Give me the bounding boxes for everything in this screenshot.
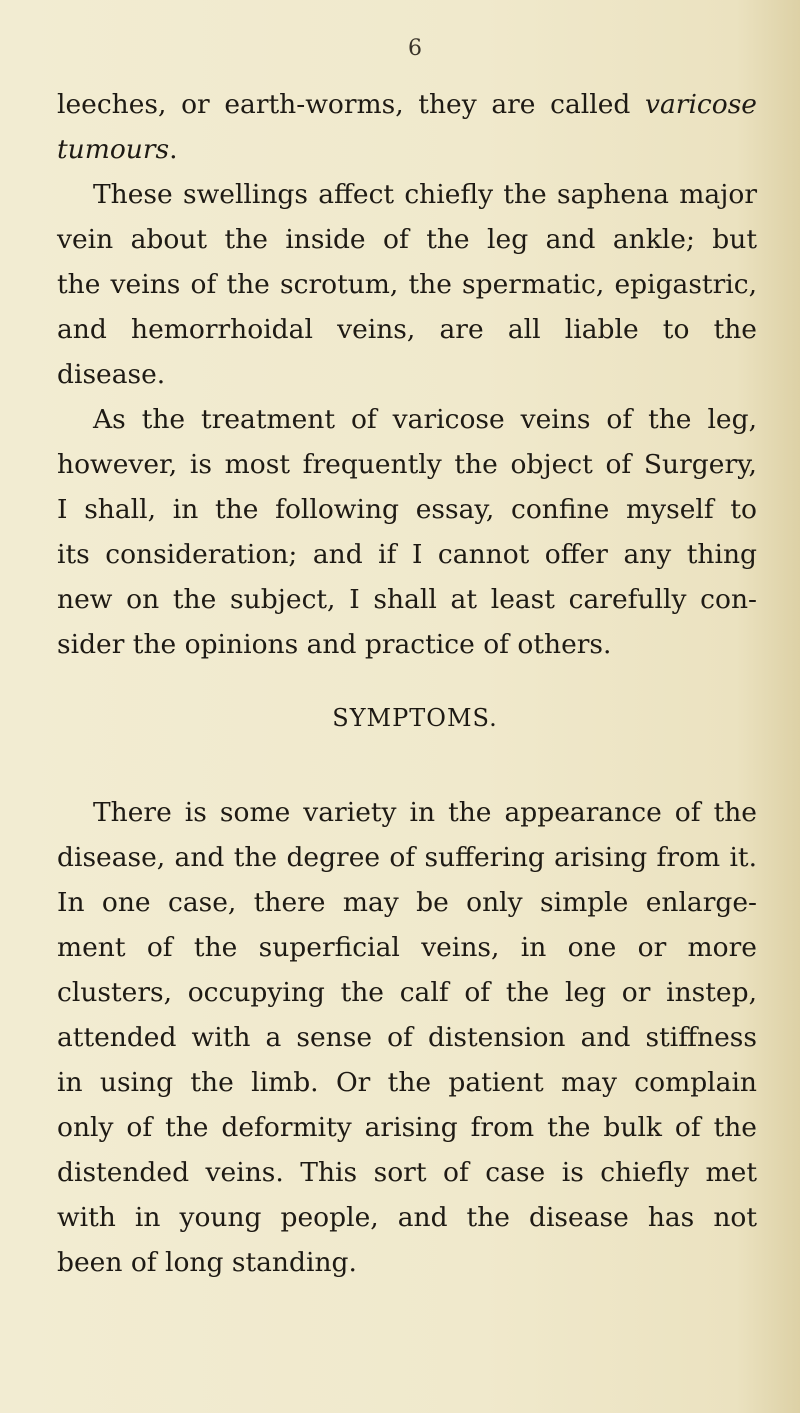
text-line: ment of the superficial veins, in one or more bbox=[57, 932, 757, 963]
text-line: I shall, in the following essay, confine myself to bbox=[57, 494, 757, 525]
text-run: . bbox=[169, 134, 178, 165]
italic-term: tumours bbox=[57, 134, 170, 165]
italic-term: varicose bbox=[645, 89, 757, 120]
text-line: its consideration; and if I cannot offer any thing bbox=[57, 539, 757, 570]
text-line: in using the limb. Or the patient may complain bbox=[57, 1067, 757, 1098]
text-line: however, is most frequently the object of Surgery, bbox=[57, 449, 757, 480]
text-run: leeches, or earth-worms, they are called bbox=[57, 89, 645, 120]
text-line: with in young people, and the disease has not bbox=[57, 1202, 757, 1233]
paragraph-continuation bbox=[57, 82, 757, 172]
paragraph-treatment bbox=[57, 397, 757, 667]
text-line bbox=[57, 82, 757, 127]
text-line: There is some variety in the appearance of the bbox=[93, 797, 757, 828]
page-number: 6 bbox=[408, 36, 422, 61]
text-line: disease, and the degree of suffering arising from it. bbox=[57, 842, 757, 873]
text-line: sider the opinions and practice of others. bbox=[57, 629, 612, 660]
text-line: the veins of the scrotum, the spermatic, epigastric, bbox=[57, 269, 757, 300]
text-line: been of long standing. bbox=[57, 1247, 357, 1278]
text-line: and hemorrhoidal veins, are all liable to the bbox=[57, 314, 757, 345]
text-line: attended with a sense of distension and stiffness bbox=[57, 1022, 757, 1053]
text-line: These swellings affect chiefly the saphena major bbox=[93, 179, 757, 210]
text-line: In one case, there may be only simple enlarge- bbox=[57, 887, 757, 918]
text-line: clusters, occupying the calf of the leg or instep, bbox=[57, 977, 757, 1008]
text-line: only of the deformity arising from the bulk of the bbox=[57, 1112, 757, 1143]
text-line: distended veins. This sort of case is chiefly met bbox=[57, 1157, 757, 1188]
text-line: vein about the inside of the leg and ankle; but bbox=[57, 224, 757, 255]
paragraph-swellings bbox=[57, 172, 757, 397]
text-line: As the treatment of varicose veins of the leg, bbox=[93, 404, 757, 435]
text-line: new on the subject, I shall at least carefully con- bbox=[57, 584, 757, 615]
paragraph-symptoms bbox=[57, 790, 757, 1285]
text-line bbox=[57, 127, 757, 172]
section-heading: SYMPTOMS. bbox=[332, 704, 498, 732]
text-line: disease. bbox=[57, 359, 166, 390]
